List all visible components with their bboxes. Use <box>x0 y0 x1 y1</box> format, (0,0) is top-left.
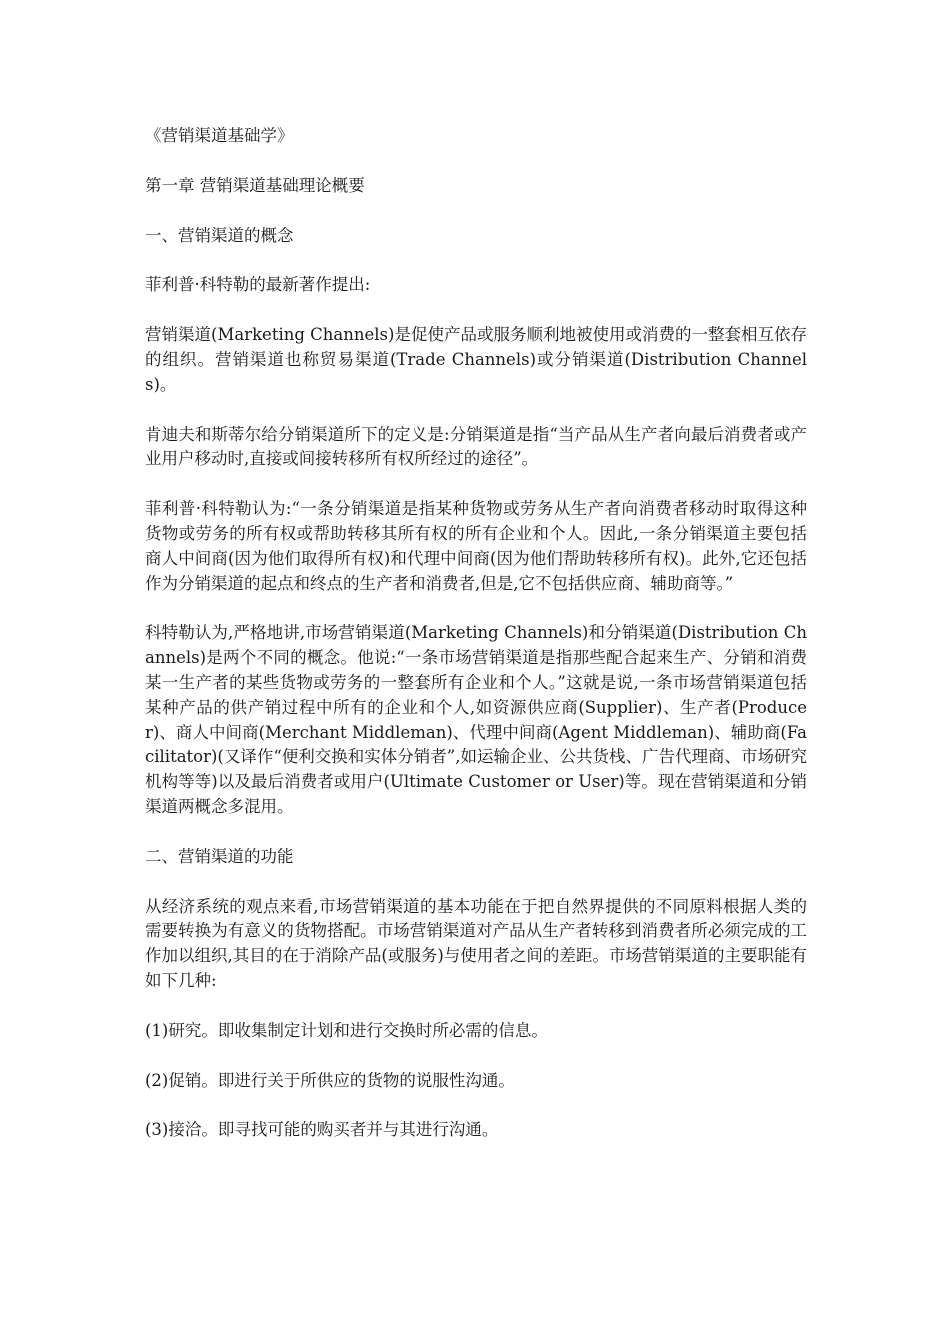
paragraph-kotler-definition: 菲利普·科特勒认为:“一条分销渠道是指某种货物或劳务从生产者向消费者移动时取得这种货物或劳务的所有权或帮助转移其所有权的所有企业和个人。因此,一条分销渠道主要包括商人中间商(因为他们取得所有权)和代理中间商(因为他们帮助转移所有权)。此外,它还包括作为分销渠道的起点和终点的生产者和消费者,但是,它不包括供应商、辅助商等。” <box>145 499 807 593</box>
list-item-research: (1)研究。即收集制定计划和进行交换时所必需的信息。 <box>145 1020 548 1040</box>
list-item-contact: (3)接洽。即寻找可能的购买者并与其进行沟通。 <box>145 1120 499 1140</box>
document-title: 《营销渠道基础学》 <box>145 126 294 145</box>
list-item-promotion: (2)促销。即进行关于所供应的货物的说服性沟通。 <box>145 1070 515 1090</box>
paragraph-candif-definition: 肯迪夫和斯蒂尔给分销渠道所下的定义是:分销渠道是指“当产品从生产者向最后消费者或产业用户移动时,直接或间接转移所有权所经过的途径”。 <box>145 424 807 469</box>
chapter-heading: 第一章 营销渠道基础理论概要 <box>145 175 365 195</box>
section-heading-functions: 二、营销渠道的功能 <box>145 846 294 866</box>
paragraph-functions: 从经济系统的观点来看,市场营销渠道的基本功能在于把自然界提供的不同原料根据人类的需要转换为有意义的货物搭配。市场营销渠道对产品从生产者转移到消费者所必须完成的工作加以组织,其目的在于消除产品(或服务)与使用者之间的差距。市场营销渠道的主要职能有如下几种: <box>145 896 807 990</box>
document-page <box>145 124 807 1168</box>
section-heading-concept: 一、营销渠道的概念 <box>145 225 294 245</box>
paragraph-kotler-strict: 科特勒认为,严格地讲,市场营销渠道(Marketing Channels)和分销渠道(Distribution Channels)是两个不同的概念。他说:“一条市场营销渠道是指那些配合起来生产、分销和消费某一生产者的某些货物或劳务的一整套所有企业和个人。”这就是说,一条市场营销渠道包括某种产品的供产销过程中所有的企业和个人,如资源供应商(Supplier)、生产者(Producer)、商人中间商(Merchant Middleman)、代理中间商(Agent Middleman)、辅助商(Facilitator)(又译作“便利交换和实体分销者”,如运输企业、公共货栈、广告代理商、市场研究机构等等)以及最后消费者或用户(Ultimate Customer or User)等。现在营销渠道和分销渠道两概念多混用。 <box>145 623 807 816</box>
paragraph-marketing-channels: 营销渠道(Marketing Channels)是促使产品或服务顺利地被使用或消费的一整套相互依存的组织。营销渠道也称贸易渠道(Trade Channels)或分销渠道(Distribution Channels)。 <box>145 325 807 394</box>
kotler-intro: 菲利普·科特勒的最新著作提出: <box>145 275 371 295</box>
